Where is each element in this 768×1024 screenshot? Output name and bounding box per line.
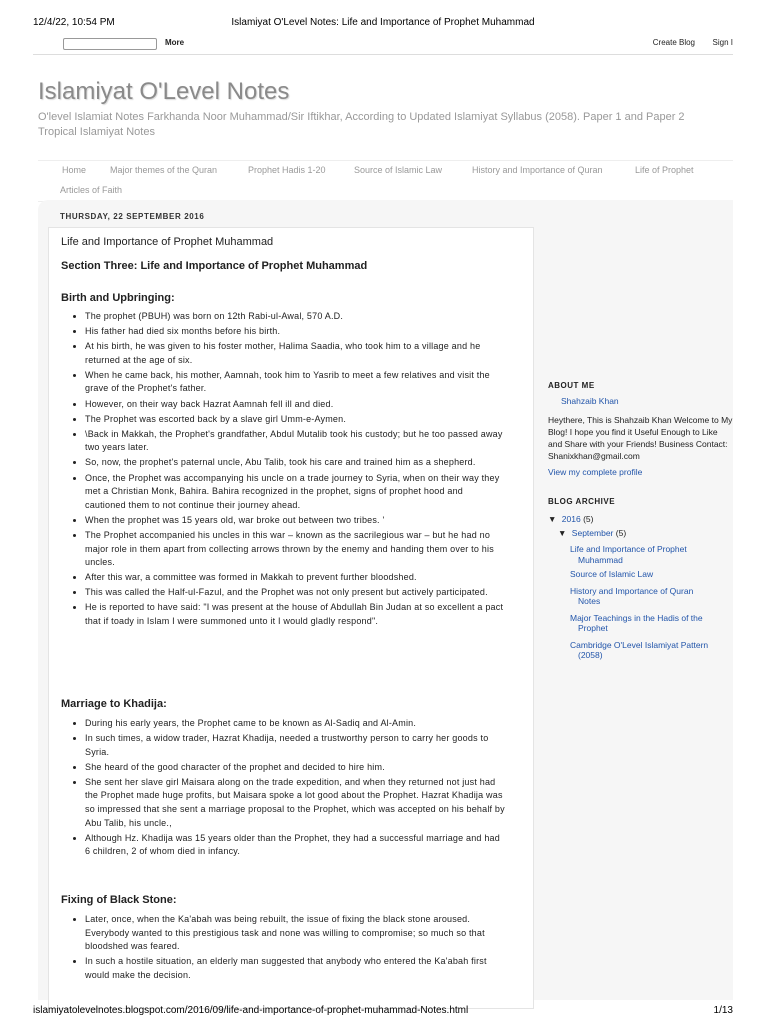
marriage-heading: Marriage to Khadija: [61,698,167,710]
archive-month-count: (5) [615,528,627,538]
list-item: • Once, the Prophet was accompanying his uncle on a trade journey to Syria, when on their way they met a Christian Monk, Bahira. Bahira recognized in the prophet, signs of prophet hood and cautioned them to not continue their journey ahead. [85,472,505,513]
list-item: • The Prophet accompanied his uncles in this war – known as the sacrilegious war – but he had no major role in them apart from collecting arrows thrown by the enemy and handing them over to his uncles. [85,529,505,570]
archive-heading: BLOG ARCHIVE [548,497,616,506]
list-item: • During his early years, the Prophet came to be known as Al-Sadiq and Al-Amin. [85,717,505,731]
section-title: Section Three: Life and Importance of Prophet Muhammad [61,260,368,272]
stone-list [70,913,505,984]
archive-month-link[interactable]: September [571,528,614,538]
birth-list [70,310,505,630]
page-tabs [38,160,733,202]
list-item: • This was called the Half-ul-Fazul, and the Prophet was not only present but actively participated. [85,586,505,600]
tab-history-quran[interactable]: History and Importance of Quran [472,165,603,175]
list-item: • He is reported to have said: "I was present at the house of Abdullah Bin Judan at so excellent a pact that if toady in Islam I were summoned unto it I would gladly respond". [85,601,505,628]
print-page-title: Islamiyat O'Level Notes: Life and Importance of Prophet Muhammad [231,17,535,28]
tab-source-of-law[interactable]: Source of Islamic Law [354,165,443,175]
list-item: • So, now, the prophet's paternal uncle, Abu Talib, took his care and trained him as a shepherd. [85,456,505,470]
archive-post-link[interactable]: Life and Importance of Prophet Muhammad [570,544,687,565]
list-item: • She sent her slave girl Maisara along on the trade expedition, and when they returned not just had the Prophet made huge profits, but Maisara spoke a lot good about the Prophet. Hazrat Khadija was so impressed that she sent a marriage proposal to the Prophet, which was accepted on his behalf by Abu Talib, his uncle., [85,776,505,830]
list-item: • She heard of the good character of the prophet and decided to hire him. [85,761,505,775]
blog-title[interactable]: Islamiyat O'Level Notes [38,78,290,105]
archive-post-link[interactable]: Cambridge O'Level Islamiyat Pattern (2058) [570,639,709,660]
post-date: THURSDAY, 22 SEPTEMBER 2016 [60,212,205,221]
create-blog-link[interactable]: Create Blog [652,38,695,47]
more-link[interactable]: More [165,38,185,47]
list-item: • His father had died six months before his birth. [85,325,505,339]
marriage-list [70,717,505,860]
print-datetime: 12/4/22, 10:54 PM [33,17,115,28]
expand-arrow-icon[interactable]: ▼ [558,528,567,538]
sidebar [548,380,733,661]
print-page-number: 1/13 [713,1005,733,1016]
list-item: • \Back in Makkah, the Prophet's grandfather, Abdul Mutalib took his custody; but he too passed away two years later. [85,428,505,455]
list-item: • The prophet (PBUH) was born on 12th Rabi-ul-Awal, 570 A.D. [85,310,505,324]
archive-post-link[interactable]: Major Teachings in the Hadis of the Prophet [570,612,703,633]
tab-life-of-prophet[interactable]: Life of Prophet [635,165,694,175]
tab-major-themes[interactable]: Major themes of the Quran [110,165,218,175]
archive-year-link[interactable]: 2016 [561,514,581,524]
archive-year-count: (5) [583,514,594,524]
list-item: • In such times, a widow trader, Hazrat Khadija, needed a trustworthy person to carry her goods to Syria. [85,732,505,759]
profile-link[interactable]: View my complete profile [548,467,643,477]
list-item: • When he came back, his mother, Aamnah, took him to Yasrib to meet a few relatives and visit the grave of the Prophet's father. [85,369,505,396]
blog-description: O'level Islamiat Notes Farkhanda Noor Muhammad/Sir Iftikhar, According to Updated Islamiyat Syllabus (2058). Paper 1 and Paper 2 Tropical Islamiyat Notes [38,111,685,138]
about-me-heading: ABOUT ME [548,381,595,390]
print-url: islamiyatolevelnotes.blogspot.com/2016/09/life-and-importance-of-prophet-muhammad-Notes.html [33,1005,469,1016]
tab-prophet-hadis[interactable]: Prophet Hadis 1-20 [248,165,326,175]
post-title[interactable]: Life and Importance of Prophet Muhammad [61,236,274,248]
archive-year [548,513,733,525]
archive-post-link[interactable]: Source of Islamic Law [570,569,654,579]
sign-in-link[interactable]: Sign I [712,38,733,47]
expand-arrow-icon[interactable]: ▼ [548,514,557,524]
search-input[interactable] [63,38,157,50]
about-text: Heythere, This is Shahzaib Khan Welcome to My Blog! I hope you find it Useful Enough to Like and Share with your Friends! Business Contact: Shanixkhan@gmail.com [548,415,733,461]
blogger-navbar [33,36,733,55]
list-item: • When the prophet was 15 years old, war broke out between two tribes. ' [85,514,505,528]
list-item: • After this war, a committee was formed in Makkah to prevent further bloodshed. [85,571,505,585]
archive-month [558,527,733,539]
archive-post-list [570,544,710,661]
list-item: • Although Hz. Khadija was 15 years older than the Prophet, they had a successful marriage and had 6 children, 2 of whom died in infancy. [85,832,505,859]
tab-home[interactable]: Home [62,165,87,175]
list-item: • At his birth, he was given to his foster mother, Halima Saadia, who took him to a village and he returned at the age of six. [85,340,505,367]
archive-post-link[interactable]: History and Importance of Quran Notes [570,585,694,606]
tab-articles-of-faith[interactable]: Articles of Faith [60,185,123,195]
stone-heading: Fixing of Black Stone: [61,894,177,906]
list-item: • Later, once, when the Ka'abah was being rebuilt, the issue of fixing the black stone aroused. Everybody wanted to this prestigious task and none was willing to compromise; so much so that bloodshed was feared. [85,913,505,954]
list-item: • However, on their way back Hazrat Aamnah fell ill and died. [85,398,505,412]
birth-heading: Birth and Upbringing: [61,292,175,304]
list-item: • The Prophet was escorted back by a slave girl Umm-e-Aymen. [85,413,505,427]
author-link[interactable]: Shahzaib Khan [561,396,619,406]
list-item: • In such a hostile situation, an elderly man suggested that anybody who entered the Ka'abah first would make the decision. [85,955,505,982]
